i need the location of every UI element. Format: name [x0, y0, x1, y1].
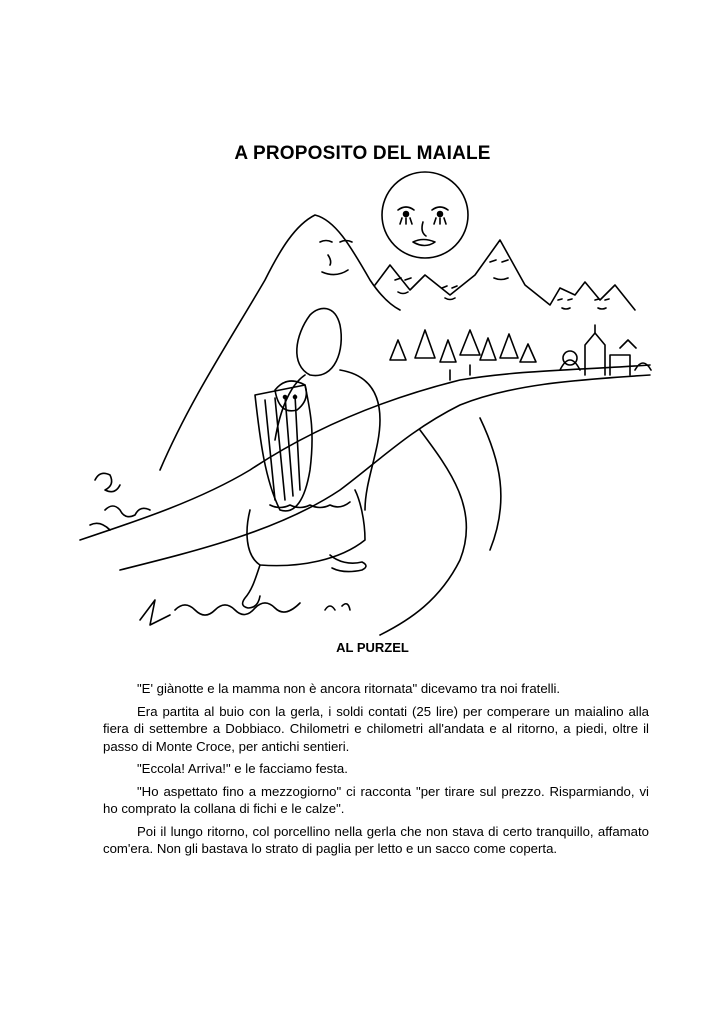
paragraph: "Eccola! Arriva!" e le facciamo festa.: [137, 761, 348, 776]
illustration: [80, 170, 660, 635]
section-subtitle: AL PURZEL: [336, 640, 409, 655]
moon-face-icon: [382, 172, 468, 258]
woman-with-basket-icon: [243, 308, 380, 608]
body-text: [103, 680, 649, 863]
fern-icon: [90, 473, 150, 530]
signature-icon: [140, 600, 350, 625]
mountain-peaks-icon: [375, 240, 635, 310]
paragraph: "Ho aspettato fino a mezzogiorno" ci racconta "per tirare sul prezzo. Risparmiando, vi ho comprato la collana di fichi e le calze".: [103, 783, 649, 816]
paragraph: Era partita al buio con la gerla, i soldi contati (25 lire) per comperare un maialino alla fiera di settembre a Dobbiaco. Chilometri e chilometri all'andata e al ritorno, a piedi, oltre il passo di Monte Croce, per antichi sentieri.: [103, 703, 649, 754]
pine-trees-icon: [390, 330, 536, 380]
paragraph: Poi il lungo ritorno, col porcellino nella gerla che non stava di certo tranquillo, affamato com'era. Non gli bastava lo strato di paglia per letto e un sacco come coperta.: [103, 823, 649, 856]
paragraph: "E' giànotte e la mamma non è ancora ritornata" dicevamo tra noi fratelli.: [137, 681, 561, 696]
mountain-left-icon: [160, 215, 400, 470]
page-title: A PROPOSITO DEL MAIALE: [234, 143, 491, 164]
